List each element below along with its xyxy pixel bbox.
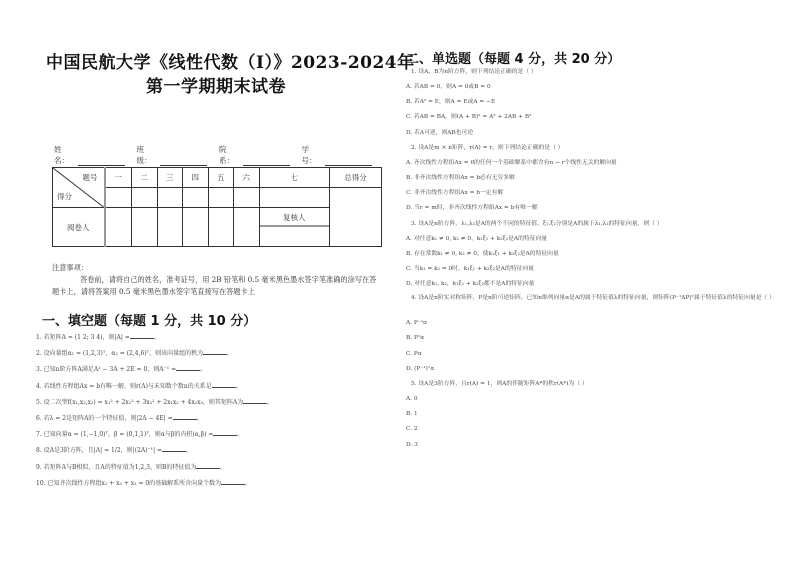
score-cell[interactable] <box>259 188 330 208</box>
mc-option[interactable]: B. 1 <box>406 411 418 418</box>
mc-option[interactable]: D. 对任意k₁, k₂，k₁ξ₁ + k₂ξ₂都不是A的特征向量 <box>406 281 535 288</box>
score-table <box>52 167 382 247</box>
student-info-row <box>54 144 384 166</box>
grader-cell[interactable] <box>157 208 183 247</box>
mc-question-5: 5. 设A是3阶方阵，且r(A) = 1，则A的伴随矩阵A*的秩r(A*)为（ ） A. 0 B. 1 C. 2 D. 3 <box>406 378 786 454</box>
mc-option[interactable]: C. 当k₁ = k₂ = 0时，k₁ξ₁ + k₂ξ₂是A的特征向量 <box>406 265 534 272</box>
exam-subtitle: 第一学期期末试卷 <box>146 77 286 97</box>
grader-cell[interactable] <box>105 208 132 247</box>
mc-option[interactable]: B. 存在常数k₁ ≠ 0, k₂ ≠ 0，使k₁ξ₁ + k₂ξ₂是A的特征向量 <box>406 250 559 257</box>
fill-question-9: 9. 若矩阵A与B相似，且A的特征值为1,2,3，则B的特征值为 。 <box>36 463 227 471</box>
answer-blank[interactable] <box>213 429 237 436</box>
mc-option[interactable]: D. 当r = m时，非齐次线性方程组Ax = b有唯一解 <box>406 205 538 212</box>
mc-question-4: 4. 设A是n阶实对称矩阵，P是n阶可逆矩阵，已知n维列向量α是A的属于特征值λ的特征向量，则矩阵(P⁻¹AP)ᵀ属于特征值λ的特征向量是（ ） A. P⁻¹α B. Pᵀα C. Pα D. (P⁻¹)ᵀα <box>406 293 786 378</box>
mc-option[interactable]: A. 齐次线性方程组Ax = 0的任何一个基础解系中都含有n − r个线性无关的解向量 <box>406 159 617 166</box>
answer-blank[interactable] <box>243 397 267 404</box>
name-field[interactable]: 姓名： <box>54 144 125 166</box>
grader-cell[interactable] <box>132 208 158 247</box>
multiple-choice-list <box>406 66 786 454</box>
mc-option[interactable]: B. 非齐次线性方程组Ax = b必有无穷多解 <box>406 174 515 181</box>
grader-label: 阅卷人 <box>53 208 105 247</box>
mc-option[interactable]: D. (P⁻¹)ᵀα <box>406 365 435 372</box>
col-header-7: 七 <box>259 168 330 188</box>
notes-body: 答卷前，请将自己的姓名，准考证号，用 2B 铅笔和 0.5 毫米黑色墨水签字笔准确的涂写在答题卡上，请将答案用 0.5 毫米黑色墨水签字笔直接写在答题卡上 <box>52 275 377 296</box>
mc-option[interactable]: D. 若A可逆，则AB也可逆 <box>406 129 474 136</box>
mc-option[interactable]: A. P⁻¹α <box>406 320 428 327</box>
col-header-5: 五 <box>208 168 234 188</box>
col-header-4: 四 <box>183 168 209 188</box>
score-table-corner: 题号 得分 <box>53 168 105 208</box>
mc-question-2: 2. 设A是m × n矩阵，r(A) = r，则下列结论正确的是（ ） A. 齐次线性方程组Ax = 0的任何一个基础解系中都含有n − r个线性无关的解向量 B. 非齐次线性方程组Ax = b必有无穷多解 C. 非齐次线性方程组Ax = b一定有解 D. 当r = m时，非齐次线性方程组Ax = b有唯一解 <box>406 142 786 218</box>
answer-blank[interactable] <box>173 413 197 420</box>
mc-option[interactable]: D. 3 <box>406 441 418 448</box>
score-cell[interactable] <box>105 188 132 208</box>
section1-title: 一、填空题（每题 1 分，共 10 分） <box>42 314 257 329</box>
score-cell[interactable] <box>183 188 209 208</box>
section2-title: 二、单选题（每题 4 分，共 20 分） <box>406 52 621 67</box>
mc-option[interactable]: C. 2 <box>406 426 418 433</box>
fill-question-3: 3. 已知n阶方阵A满足A² − 3A + 2E = 0，则A⁻¹ = 。 <box>36 366 207 374</box>
mc-option[interactable]: A. 若AB = 0，则A = 0或B = 0 <box>406 84 491 90</box>
mc-option[interactable]: A. 0 <box>406 396 418 402</box>
mc-option[interactable]: B. 若A² = E，则A = E或A = −E <box>406 99 496 106</box>
mc-question-3: 3. 设A是n阶方阵，λ₁,λ₂是A的两个不同的特征值，ξ₁,ξ₂分别是A的属于λ₁,λ₂的特征向量，则（ ） A. 对任意k₁ ≠ 0, k₂ ≠ 0，k₁ξ₁ + k₂ξ₂是A的特征向量 B. 存在常数k₁ ≠ 0, k₂ ≠ 0，使k₁ξ₁ + k₂ξ₂是A的特征向量 C. 当k₁ = k₂ = 0时，k₁ξ₁ + k₂ξ₂是A的特征向量 D. 对任意k₁, k₂，k₁ξ₁ + k₂ξ₂都不是A的特征向量 <box>406 218 786 294</box>
fill-question-10: 10. 已知齐次线性方程组x₁ + x₂ + x₃ = 0的基础解系所含向量个数为 。 <box>36 479 252 487</box>
answer-blank[interactable] <box>196 462 220 469</box>
col-header-2: 二 <box>132 168 158 188</box>
fill-question-7: 7. 已知向量α = (1,−1,0)ᵀ，β = (0,1,1)ᵀ，则α与β的内积(α,β) = 。 <box>36 431 244 439</box>
score-cell[interactable] <box>132 188 158 208</box>
col-header-3: 三 <box>157 168 183 188</box>
answer-blank[interactable] <box>162 445 186 452</box>
score-cell[interactable] <box>208 188 234 208</box>
fill-question-5: 5. 设二次型f(x₁,x₂,x₃) = x₁² + 2x₂² + 3x₃² + 2x₁x₂ + 4x₂x₃，则其矩阵A为 。 <box>36 398 274 406</box>
class-field[interactable]: 班级： <box>137 144 208 166</box>
mc-option[interactable]: A. 对任意k₁ ≠ 0, k₂ ≠ 0，k₁ξ₁ + k₂ξ₂是A的特征向量 <box>406 235 548 242</box>
answer-blank[interactable] <box>212 381 236 388</box>
fill-in-question-list <box>36 332 356 494</box>
grader-cell[interactable] <box>183 208 209 247</box>
mc-option[interactable]: C. 非齐次线性方程组Ax = b一定有解 <box>406 190 504 197</box>
fill-question-6: 6. 若λ = 2是矩阵A的一个特征值，则|2A − 4E| = 。 <box>36 414 203 422</box>
answer-blank[interactable] <box>176 364 200 371</box>
reviewer-cell[interactable] <box>259 208 330 247</box>
fill-question-1: 1. 若矩阵A = (1 2; 3 4)，则|A| = 。 <box>36 334 160 341</box>
score-cell[interactable] <box>157 188 183 208</box>
mc-option[interactable]: C. 若AB = BA，则(A + B)² = A² + 2AB + B² <box>406 114 532 121</box>
student-id-field[interactable]: 学号： <box>302 144 373 166</box>
fill-question-8: 8. 设A是3阶方阵，且|A| = 1/2，则|(2A)⁻¹| = 。 <box>36 447 193 455</box>
mc-option[interactable]: C. Pα <box>406 350 422 357</box>
department-field[interactable]: 院系： <box>219 144 290 166</box>
col-header-6: 六 <box>234 168 260 188</box>
fill-question-2: 2. 设向量组α₁ = (1,2,3)ᵀ，α₂ = (2,4,6)ᵀ，则该向量组的秩为 。 <box>36 350 234 358</box>
exam-notes <box>52 262 382 298</box>
reviewer-label: 复核人 <box>260 208 330 227</box>
col-header-total: 总得分 <box>330 168 382 188</box>
col-header-1: 一 <box>105 168 132 188</box>
notes-heading: 注意事项： <box>52 263 88 272</box>
exam-title: 中国民航大学《线性代数（Ⅰ）》2023-2024年 <box>46 53 415 73</box>
grader-cell[interactable] <box>234 208 260 247</box>
total-score-cell[interactable] <box>330 188 382 247</box>
answer-blank[interactable] <box>221 478 245 485</box>
answer-blank[interactable] <box>203 348 227 355</box>
fill-question-4: 4. 若线性方程组Ax = b有唯一解，则r(A)与未知数个数n的关系是 。 <box>36 382 242 390</box>
grader-cell[interactable] <box>208 208 234 247</box>
mc-option[interactable]: B. Pᵀα <box>406 335 425 342</box>
mc-question-1: 1. 设A，B为n阶方阵，则下列结论正确的是（ ） A. 若AB = 0，则A = 0或B = 0 B. 若A² = E，则A = E或A = −E C. 若AB = BA，则(A + B)² = A² + 2AB + B² D. 若A可逆，则AB也可逆 <box>406 66 786 142</box>
score-cell[interactable] <box>234 188 260 208</box>
answer-blank[interactable] <box>130 332 154 339</box>
